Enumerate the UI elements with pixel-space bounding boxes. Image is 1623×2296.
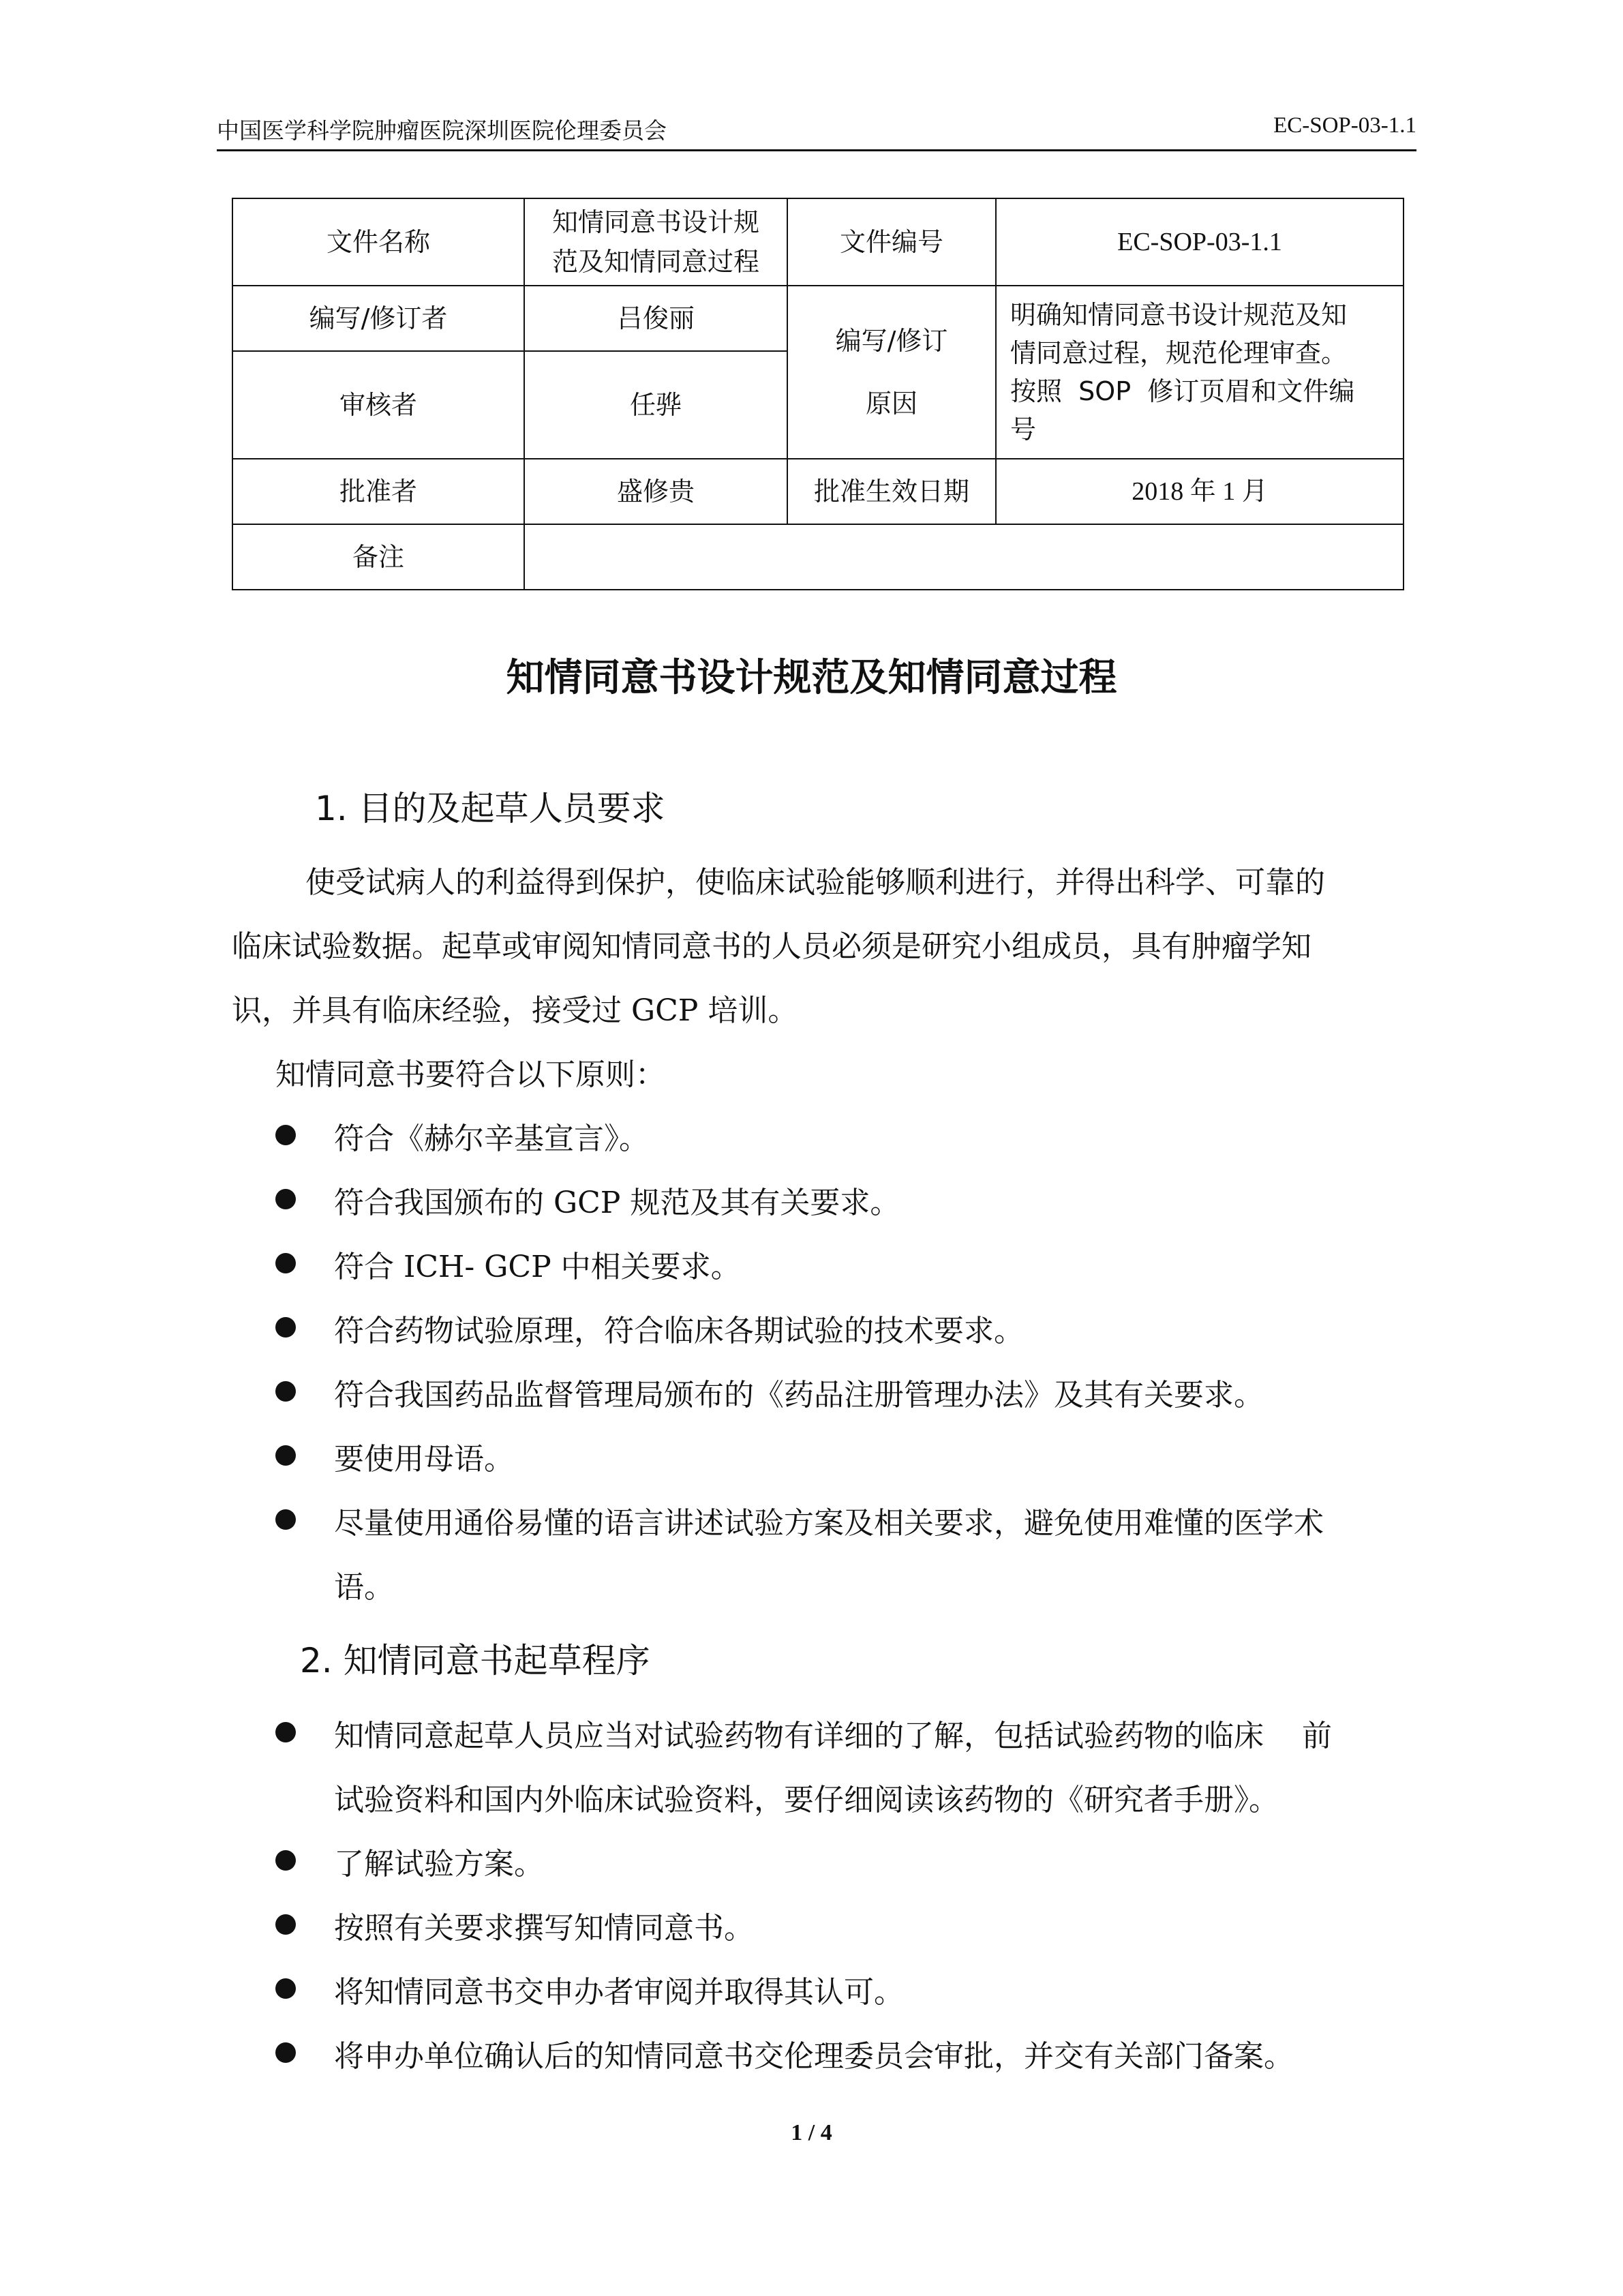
bullet-marker <box>275 1445 296 1466</box>
file-name-line1: 知情同意书设计规 <box>551 207 759 237</box>
effective-date-label: 批准生效日期 <box>787 459 996 524</box>
file-name-value <box>524 198 787 286</box>
header-document-code: EC-SOP-03-1.1 <box>1273 113 1416 138</box>
section1-para-line1: 使受试病人的利益得到保护，使临床试验能够顺利进行，并得出科学、可靠的 <box>305 865 1325 900</box>
remarks-value <box>524 524 1404 590</box>
file-no-value: EC-SOP-03-1.1 <box>996 198 1404 286</box>
author-value: 吕俊丽 <box>524 286 787 351</box>
bullet-marker <box>275 1978 296 1999</box>
file-name-label: 文件名称 <box>232 198 524 286</box>
procedure-item-continuation: 试验资料和国内外临床试验资料，要仔细阅读该药物的《研究者手册》。 <box>334 1783 1279 1817</box>
file-name-line2: 范及知情同意过程 <box>551 247 759 277</box>
principle-item: 符合我国药品监督管理局颁布的《药品注册管理办法》及其有关要求。 <box>334 1378 1264 1413</box>
reviewer-label: 审核者 <box>232 351 524 459</box>
procedure-item: 将知情同意书交申办者审阅并取得其认可。 <box>334 1975 904 2010</box>
bullet-marker <box>275 2042 296 2063</box>
procedure-item: 将申办单位确认后的知情同意书交伦理委员会审批，并交有关部门备案。 <box>334 2039 1294 2074</box>
principle-item: 符合《赫尔辛基宣言》。 <box>334 1121 649 1156</box>
reviewer-value: 任骅 <box>524 351 787 459</box>
approver-label: 批准者 <box>232 459 524 524</box>
reason-label <box>787 286 996 459</box>
page-number: 1 / 4 <box>791 2120 832 2145</box>
document-info-table <box>232 198 1404 590</box>
approver-value: 盛修贵 <box>524 459 787 524</box>
reason-label-line2: 原因 <box>865 389 917 419</box>
principles-intro: 知情同意书要符合以下原则： <box>275 1057 665 1092</box>
reason-line3: 按照 SOP 修订页眉和文件编 <box>1010 376 1355 406</box>
bullet-marker <box>275 1189 296 1209</box>
principle-item-continuation: 语。 <box>334 1570 394 1605</box>
bullet-marker <box>275 1914 296 1935</box>
bullet-marker <box>275 1317 296 1338</box>
page-header <box>217 109 1416 151</box>
section2-heading: 2. 知情同意书起草程序 <box>300 1641 650 1680</box>
remarks-label: 备注 <box>232 524 524 590</box>
bullet-marker <box>275 1381 296 1402</box>
section1-heading: 1. 目的及起草人员要求 <box>315 789 665 828</box>
reason-label-line1: 编写/修订 <box>835 326 948 356</box>
effective-date-value: 2018 年 1 月 <box>996 459 1404 524</box>
author-label: 编写/修订者 <box>232 286 524 351</box>
file-no-label: 文件编号 <box>787 198 996 286</box>
document-title: 知情同意书设计规范及知情同意过程 <box>506 656 1117 700</box>
principle-item: 尽量使用通俗易懂的语言讲述试验方案及相关要求，避免使用难懂的医学术 <box>334 1506 1324 1541</box>
section1-para-line3: 识，并具有临床经验，接受过 GCP 培训。 <box>232 993 798 1028</box>
principle-item: 符合我国颁布的 GCP 规范及其有关要求。 <box>334 1185 900 1220</box>
principle-item: 符合药物试验原理，符合临床各期试验的技术要求。 <box>334 1314 1024 1348</box>
procedure-item: 知情同意起草人员应当对试验药物有详细的了解，包括试验药物的临床 前 <box>334 1719 1332 1753</box>
header-organization: 中国医学科学院肿瘤医院深圳医院伦理委员会 <box>217 117 667 144</box>
reason-line1: 明确知情同意书设计规范及知 <box>1010 300 1348 330</box>
bullet-marker <box>275 1253 296 1273</box>
section1-para-line2: 临床试验数据。起草或审阅知情同意书的人员必须是研究小组成员，具有肿瘤学知 <box>232 929 1311 964</box>
principle-item: 符合 ICH- GCP 中相关要求。 <box>334 1250 741 1284</box>
principle-item: 要使用母语。 <box>334 1442 514 1477</box>
bullet-marker <box>275 1509 296 1530</box>
reason-line2: 情同意过程，规范伦理审查。 <box>1010 338 1348 368</box>
reason-value <box>996 286 1404 459</box>
procedure-item: 了解试验方案。 <box>334 1847 544 1882</box>
procedure-item: 按照有关要求撰写知情同意书。 <box>334 1911 754 1946</box>
bullet-marker <box>275 1850 296 1871</box>
bullet-marker <box>275 1125 296 1145</box>
reason-line4: 号 <box>1010 414 1037 444</box>
bullet-marker <box>275 1722 296 1742</box>
